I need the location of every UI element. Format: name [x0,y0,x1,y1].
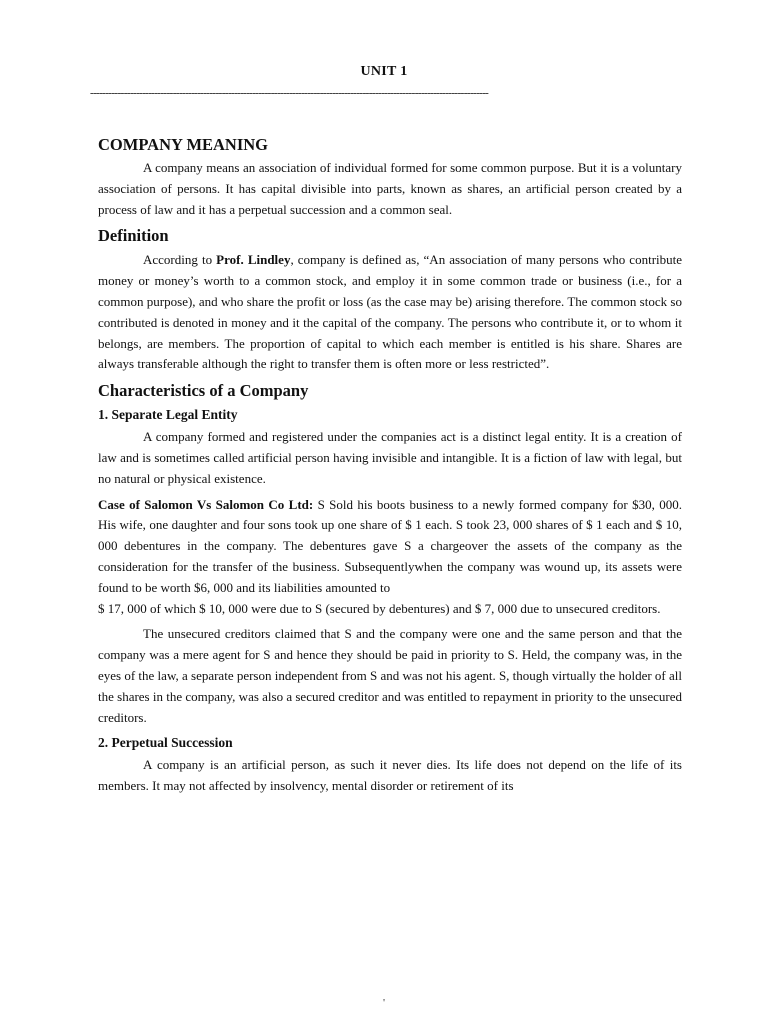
paragraph-salomon-held: The unsecured creditors claimed that S and the company were one and the same person and that the company was a mere agent for S and hence they should be paid in priority to S. Held, the company was, in the eyes of the law, a separate person independent from S and was not his agent. S, though virtually the holder of all the shares in the company, was also a secured creditor and was entitled to repayment in priority to the unsecured creditors. [98,626,683,725]
document-body [98,134,682,802]
heading-company-meaning: COMPANY MEANING [98,135,269,154]
paragraph-salomon-case-continued: $ 17, 000 of which $ 10, 000 were due to S (secured by debentures) and $ 7, 000 due to unsecured creditors. [98,600,661,616]
paragraph-salomon-case [98,495,682,599]
heading-perpetual-succession: 2. Perpetual Succession [98,735,233,751]
dashed-divider: ---------------------------------------------------------------------------------------------------------------------------------- [90,87,489,99]
definition-quote: , company is defined as, “An association of many persons who contribute money or money’s worth to a common stock, and employ it in some common trade or business (i.e., for a common purpose), and who share the profit or loss (as the case may be) arising therefore. The common stock so contributed is denoted in money and it the capital of the company. The persons who contribute it, or to whom it belongs, are members. The proportion of capital to which each member is entitled is his share. Shares are always transferable although the right to transfer them is often more or less restricted”. [98,252,683,372]
definition-intro: According to [143,252,217,268]
heading-characteristics: Characteristics of a Company [98,381,309,401]
definition-author: Prof. Lindley [216,252,291,268]
paragraph-perpetual-succession: A company is an artificial person, as such it never dies. Its life does not depend on the life of its members. It may not affected by insolvency, mental disorder or retirement of its [98,757,682,794]
paragraph-meaning: A company means an association of individual formed for some common purpose. But it is a voluntary association of persons. It has capital divisible into parts, known as shares, an artificial person created by a process of law and it has a perpetual succession and a common seal. [98,160,682,217]
heading-definition: Definition [98,226,169,246]
paragraph-definition [98,250,682,375]
unit-title: UNIT 1 [360,64,408,79]
paragraph-separate-entity: A company formed and registered under the companies act is a distinct legal entity. It is a creation of law and is sometimes called artificial person having invisible and intangible. It is a fiction of law with legal, but no natural or physical existence. [98,429,682,486]
case-title: Case of Salomon Vs Salomon Co Ltd: [98,496,314,512]
page-number-mark: ' [383,998,385,1009]
case-text: S Sold his boots business to a newly formed company for $30, 000. His wife, one daughter and four sons took up one share of $ 1 each. S took 23, 000 shares of $ 1 each and $ 10, 000 debentures in the company. The debentures gave S a chargeover the assets of the company as the consideration for the transfer of the business. Subsequentlywhen the company was wound up, its assets were found to be worth $6, 000 and its liabilities amounted to [98,496,682,595]
heading-separate-legal-entity: 1. Separate Legal Entity [98,407,238,423]
